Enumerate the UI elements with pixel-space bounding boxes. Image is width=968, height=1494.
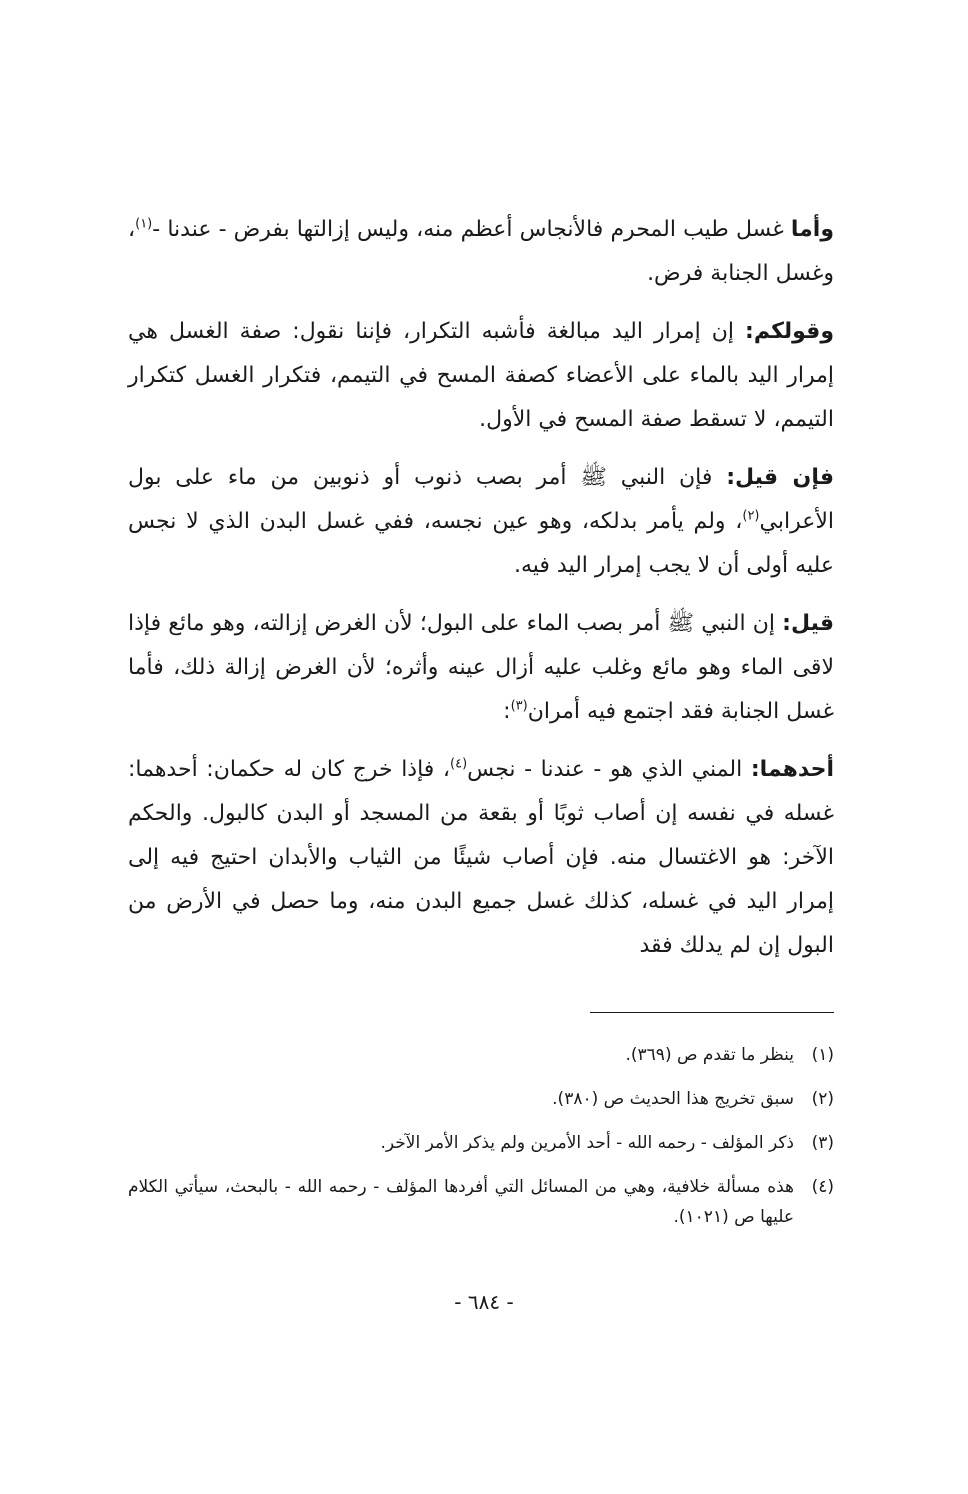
footnote-ref[interactable]: (٣) [510,698,528,714]
footnote-divider [590,1012,834,1013]
paragraph-text: ، وغسل الجنابة فرض. [128,217,834,286]
footnote-ref[interactable]: (٢) [742,508,760,524]
footnote-number: (٣) [811,1133,834,1153]
footnote-item [128,1172,834,1232]
footnote-ref[interactable]: (٤) [450,756,468,772]
footnote-item [128,1128,834,1158]
footnotes [128,1040,834,1246]
paragraph-2 [128,310,834,442]
page-number: - ٦٨٤ - [454,1290,514,1314]
footnote-item [128,1084,834,1114]
paragraph-5 [128,748,834,968]
paragraph-lead: فإن قيل: [726,465,834,490]
footnote-item [128,1040,834,1070]
footnote-text: سبق تخريج هذا الحديث ص (٣٨٠). [552,1089,794,1109]
paragraph-text: ، فإذا خرج كان له حكمان: أحدهما: غسله في نفسه إن أصاب ثوبًا أو بقعة من المسجد أو البدن كالبول. والحكم الآخر: هو الاغتسال منه. فإن أصاب شيئًا من الثياب والأبدان احتيج فيه إلى إمرار اليد في غسله، كذلك غسل جميع البدن منه، وما حصل في الأرض من البول إن لم يدلك فقد [128,757,834,958]
paragraph-text: غسل طيب المحرم فالأنجاس أعظم منه، وليس إزالتها بفرض - عندنا - [152,217,791,242]
footnote-number: (٢) [811,1089,834,1109]
paragraph-text: إن إمرار اليد مبالغة فأشبه التكرار، فإننا نقول: صفة الغسل هي إمرار اليد بالماء على الأعضاء كصفة المسح في التيمم، فتكرار الغسل كتكرار التيمم، لا تسقط صفة المسح في الأول. [128,319,834,432]
footnote-text: هذه مسألة خلافية، وهي من المسائل التي أفردها المؤلف - رحمه الله - بالبحث، سيأتي الكلام عليها ص (١٠٢١). [128,1177,794,1227]
paragraph-4 [128,602,834,734]
paragraph-3 [128,456,834,588]
paragraph-text: فإن النبي ﷺ أمر بصب ذنوب أو ذنوبين من ماء على بول الأعرابي [128,465,834,534]
paragraph-text: ، ولم يأمر بدلكه، وهو عين نجسه، ففي غسل البدن الذي لا نجس عليه أولى أن لا يجب إمرار اليد فيه. [128,509,834,578]
paragraph-text: إن النبي ﷺ أمر بصب الماء على البول؛ لأن الغرض إزالته، وهو مائع فإذا لاقى الماء وهو مائع وغلب عليه أزال عينه وأثره؛ لأن الغرض إزالة ذلك، فأما غسل الجنابة فقد اجتمع فيه أمران [128,611,834,724]
paragraph-lead: وقولكم: [745,319,834,344]
paragraph-lead: أحدهما: [750,757,834,782]
main-text [128,208,834,982]
paragraph-text: : [503,699,511,724]
paragraph-1 [128,208,834,296]
paragraph-lead: قيل: [782,611,834,636]
paragraph-lead: وأما [790,217,834,242]
footnote-number: (١) [811,1045,834,1065]
footnote-number: (٤) [811,1177,834,1197]
footnote-text: ينظر ما تقدم ص (٣٦٩). [625,1045,794,1065]
paragraph-text: المني الذي هو - عندنا - نجس [467,757,751,782]
footnote-text: ذكر المؤلف - رحمه الله - أحد الأمرين ولم يذكر الأمر الآخر. [380,1133,794,1153]
footnote-ref[interactable]: (١) [135,216,153,232]
